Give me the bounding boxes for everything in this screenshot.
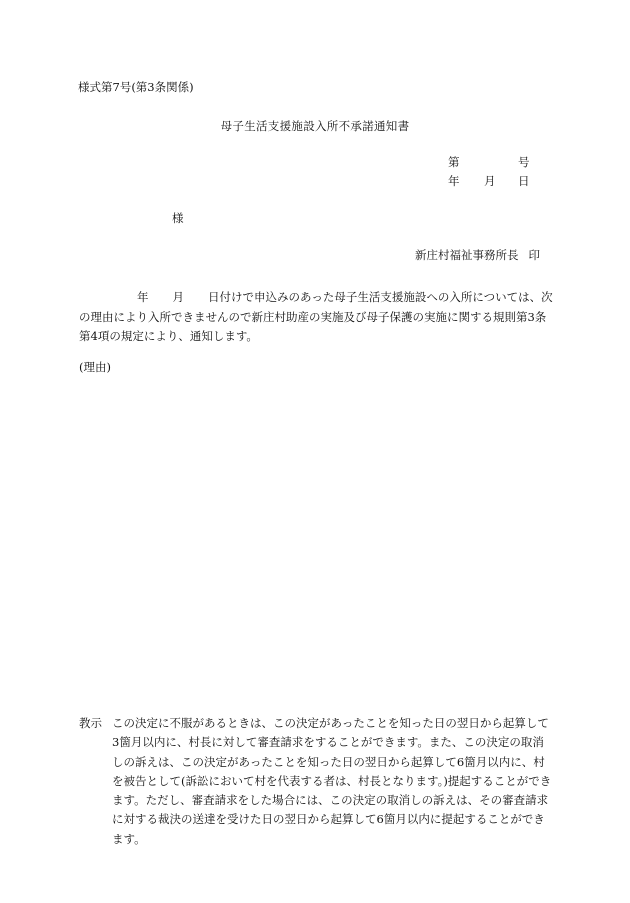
issue-date-line (448, 176, 530, 188)
date-year-label: 年 (448, 174, 460, 188)
number-prefix: 第 (448, 155, 460, 169)
number-suffix: 号 (518, 155, 530, 169)
body-month-label: 月 (172, 290, 184, 304)
document-number-line (448, 157, 530, 169)
date-day-label: 日 (518, 174, 530, 188)
instruction-text: この決定に不服があるときは、この決定があったことを知った日の翌日から起算して3箇月以内に、村長に対して審査請求をすることができます。また、この決定の取消しの訴えは、この決定があったことを知った日の翌日から起算して6箇月以内に、村を被告として(訴訟において村を代表する者は、村長となります。)提起することができます。ただし、審査請求をした場合には、この決定の取消しの訴えは、その審査請求に対する裁決の送達を受けた日の翌日から起算して6箇月以内に提起することができます。 (112, 716, 552, 846)
body-year-label: 年 (137, 290, 149, 304)
addressee-honorific: 様 (172, 211, 184, 225)
body-text: 日付けで申込みのあった母子生活支援施設への入所については、次の理由により入所できませんので新庄村助産の実施及び母子保護の実施に関する規則第3条第4項の規定により、通知します。 (79, 290, 553, 343)
date-month-label: 月 (484, 174, 496, 188)
appeal-instruction (79, 714, 553, 849)
form-number: 様式第7号(第3条関係) (78, 80, 194, 94)
issuer-name: 新庄村福祉事務所長 (415, 248, 519, 262)
notice-body (79, 288, 553, 347)
reason-label: (理由) (79, 360, 111, 374)
seal-mark: 印 (528, 248, 540, 262)
instruction-label: 教示 (79, 716, 102, 730)
document-title: 母子生活支援施設入所不承諾通知書 (220, 119, 410, 133)
issuer-line (415, 250, 540, 262)
